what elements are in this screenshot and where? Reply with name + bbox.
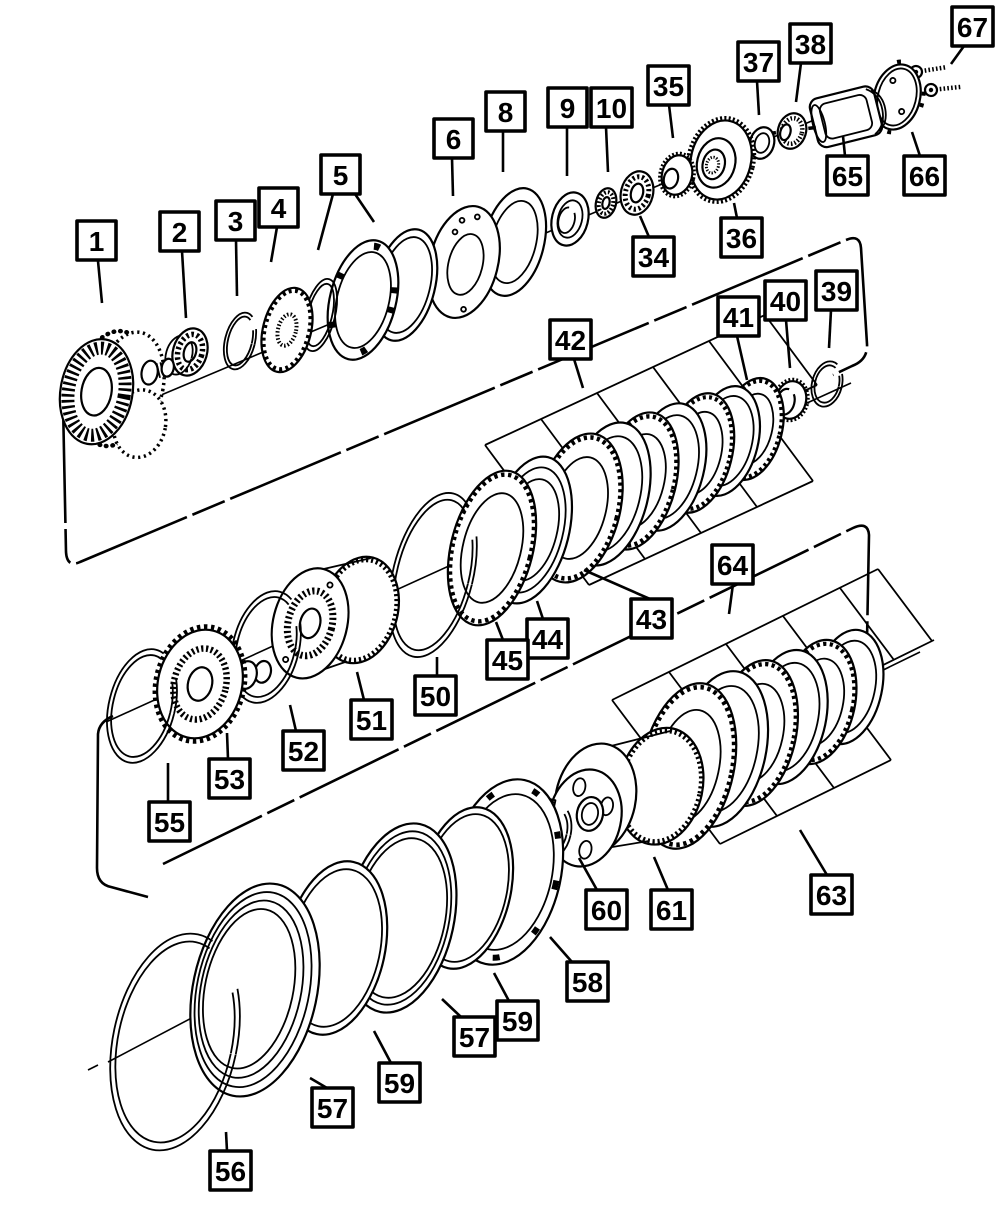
callout-59[interactable] bbox=[494, 973, 538, 1040]
callout-leader-37 bbox=[757, 81, 759, 115]
callout-6[interactable] bbox=[434, 119, 473, 196]
callout-number-2: 2 bbox=[171, 217, 188, 248]
callout-67[interactable] bbox=[951, 7, 993, 64]
callout-leader-6 bbox=[452, 158, 453, 196]
callout-leader-67 bbox=[951, 46, 964, 64]
callout-57[interactable] bbox=[442, 999, 495, 1056]
callout-number-1: 1 bbox=[88, 226, 105, 257]
callout-number-63: 63 bbox=[815, 880, 848, 911]
callout-55[interactable] bbox=[149, 763, 190, 841]
callout-leader-10 bbox=[606, 127, 608, 172]
part-34-bearing bbox=[616, 168, 658, 218]
part-51-clutch-drum bbox=[261, 538, 410, 698]
callout-3[interactable] bbox=[216, 201, 255, 296]
callout-leader-5 bbox=[355, 194, 374, 222]
part-9-seal-ring bbox=[546, 188, 594, 249]
callout-53[interactable] bbox=[209, 733, 250, 798]
callout-leader-58 bbox=[550, 937, 572, 962]
callout-leader-66 bbox=[912, 132, 920, 156]
callout-number-57: 57 bbox=[458, 1022, 491, 1053]
part-10-bearing-small bbox=[593, 186, 620, 220]
callout-58[interactable] bbox=[550, 937, 608, 1001]
callout-60[interactable] bbox=[579, 858, 627, 929]
callout-number-8: 8 bbox=[497, 97, 514, 128]
callout-66[interactable] bbox=[904, 132, 945, 195]
part-4-rings bbox=[253, 275, 343, 377]
callout-61[interactable] bbox=[651, 857, 692, 929]
callout-34[interactable] bbox=[633, 216, 674, 276]
callout-number-56: 56 bbox=[214, 1156, 247, 1187]
callout-37[interactable] bbox=[738, 42, 779, 115]
callout-number-61: 61 bbox=[655, 895, 688, 926]
part-53-overrunning-clutch bbox=[143, 617, 278, 756]
callout-number-36: 36 bbox=[725, 223, 758, 254]
callout-51[interactable] bbox=[351, 672, 392, 739]
callout-leader-1 bbox=[98, 261, 102, 303]
callout-number-40: 40 bbox=[769, 286, 802, 317]
callout-2[interactable] bbox=[160, 212, 199, 318]
part-1-input-drum-chain-sprocket bbox=[51, 320, 181, 461]
callout-leader-38 bbox=[796, 63, 801, 102]
callout-number-67: 67 bbox=[956, 12, 989, 43]
callout-leader-36 bbox=[734, 203, 737, 218]
callout-5[interactable] bbox=[318, 155, 374, 250]
callout-leader-56 bbox=[226, 1132, 227, 1151]
callout-42[interactable] bbox=[550, 320, 591, 388]
callout-number-42: 42 bbox=[554, 325, 587, 356]
callout-number-34: 34 bbox=[637, 242, 670, 273]
callout-number-9: 9 bbox=[559, 93, 576, 124]
callout-number-59: 59 bbox=[501, 1006, 534, 1037]
callout-leader-39 bbox=[829, 310, 831, 348]
callout-1[interactable] bbox=[77, 221, 116, 303]
callout-number-59: 59 bbox=[383, 1068, 416, 1099]
callout-39[interactable] bbox=[816, 271, 857, 348]
callout-44[interactable] bbox=[527, 601, 568, 658]
callout-leader-4 bbox=[271, 227, 277, 262]
callout-number-38: 38 bbox=[794, 29, 827, 60]
callout-leader-51 bbox=[357, 672, 364, 700]
callout-57[interactable] bbox=[310, 1078, 353, 1127]
callout-leader-59 bbox=[374, 1031, 391, 1063]
callout-number-43: 43 bbox=[635, 604, 668, 635]
callout-number-57: 57 bbox=[316, 1093, 349, 1124]
callout-number-60: 60 bbox=[590, 895, 623, 926]
callout-41[interactable] bbox=[718, 297, 759, 380]
callout-64[interactable] bbox=[712, 545, 753, 614]
callout-number-6: 6 bbox=[445, 124, 462, 155]
part-39-snap-ring bbox=[807, 358, 847, 410]
callout-number-41: 41 bbox=[722, 302, 755, 333]
callout-number-51: 51 bbox=[355, 705, 388, 736]
callout-4[interactable] bbox=[259, 188, 298, 262]
callout-leader-59 bbox=[494, 973, 509, 1001]
callout-number-10: 10 bbox=[595, 93, 628, 124]
callout-number-66: 66 bbox=[908, 161, 941, 192]
callout-leader-41 bbox=[737, 336, 747, 380]
callout-36[interactable] bbox=[721, 203, 762, 257]
callout-number-35: 35 bbox=[652, 71, 685, 102]
callout-leader-34 bbox=[640, 216, 649, 237]
callout-number-50: 50 bbox=[419, 681, 452, 712]
callout-number-37: 37 bbox=[742, 47, 775, 78]
callout-leader-63 bbox=[800, 830, 827, 875]
callout-number-55: 55 bbox=[153, 807, 186, 838]
callout-59[interactable] bbox=[374, 1031, 420, 1102]
callout-38[interactable] bbox=[790, 24, 831, 102]
callout-leader-61 bbox=[654, 857, 668, 890]
callout-leader-53 bbox=[227, 733, 228, 759]
callout-number-39: 39 bbox=[820, 276, 853, 307]
callout-50[interactable] bbox=[415, 657, 456, 715]
callout-leader-42 bbox=[574, 359, 583, 388]
part-3-snap-ring bbox=[218, 309, 261, 373]
callout-leader-5 bbox=[318, 194, 333, 250]
callout-43[interactable] bbox=[584, 570, 672, 638]
callout-number-58: 58 bbox=[571, 967, 604, 998]
part-5-retainer-rings bbox=[316, 222, 448, 367]
callout-10[interactable] bbox=[591, 88, 632, 172]
callout-leader-57 bbox=[442, 999, 461, 1017]
callout-number-65: 65 bbox=[831, 161, 864, 192]
callout-63[interactable] bbox=[800, 830, 852, 914]
callout-leader-52 bbox=[290, 705, 296, 731]
callout-number-53: 53 bbox=[213, 764, 246, 795]
callout-number-3: 3 bbox=[227, 206, 244, 237]
assembly-bracket-middle-left bbox=[97, 716, 148, 897]
callout-number-45: 45 bbox=[491, 645, 524, 676]
callout-number-64: 64 bbox=[716, 550, 749, 581]
callout-35[interactable] bbox=[648, 66, 689, 138]
callout-number-4: 4 bbox=[270, 193, 287, 224]
callout-leader-44 bbox=[537, 601, 543, 619]
callout-number-44: 44 bbox=[531, 624, 564, 655]
callout-leader-2 bbox=[182, 251, 186, 318]
callout-56[interactable] bbox=[210, 1132, 251, 1190]
callout-8[interactable] bbox=[486, 92, 525, 172]
callout-leader-43 bbox=[584, 570, 650, 599]
callout-9[interactable] bbox=[548, 88, 587, 176]
callout-number-5: 5 bbox=[332, 160, 349, 191]
callout-leader-3 bbox=[236, 240, 237, 296]
callout-45[interactable] bbox=[487, 622, 528, 679]
callout-leader-35 bbox=[669, 105, 673, 138]
callout-52[interactable] bbox=[283, 705, 324, 770]
callout-number-52: 52 bbox=[287, 736, 320, 767]
callout-leader-45 bbox=[496, 622, 503, 640]
